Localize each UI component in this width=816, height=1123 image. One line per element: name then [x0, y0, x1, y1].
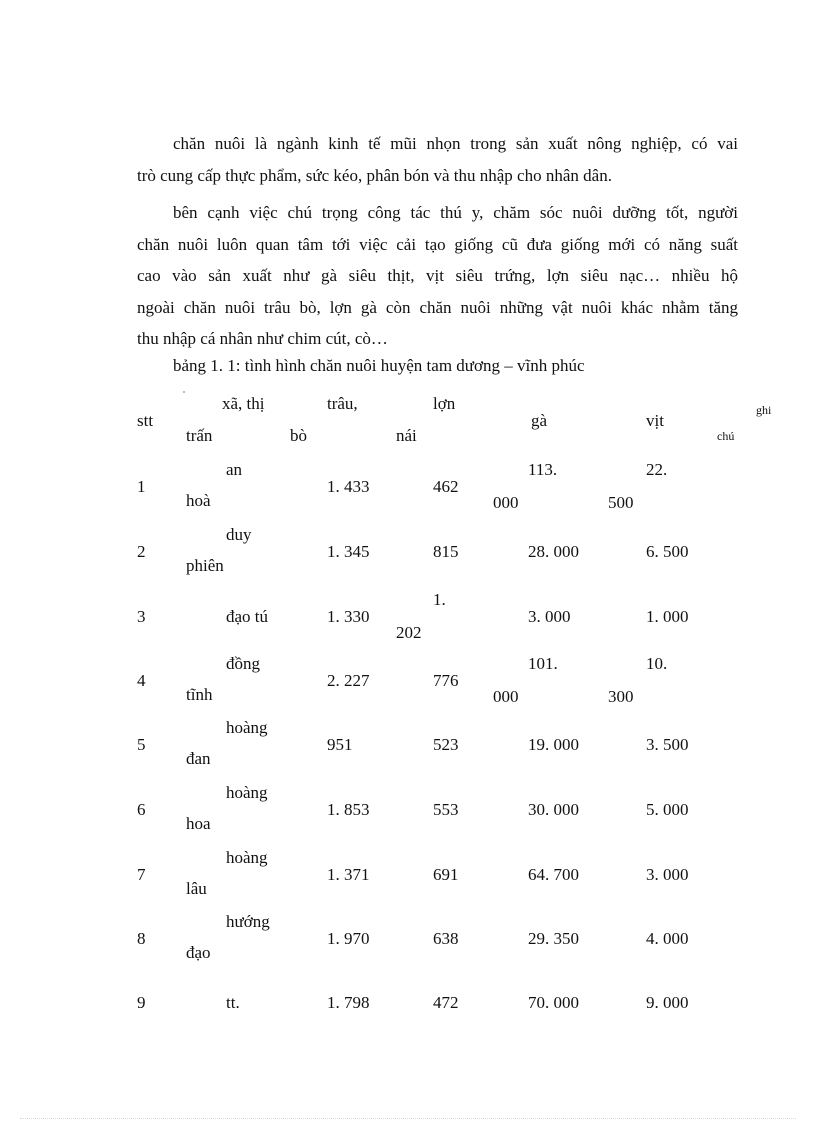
header-stt: stt — [137, 411, 154, 430]
cell-trau-bo: 1. 433 — [327, 477, 370, 496]
cell-xa-line1: duy — [226, 525, 252, 544]
cell-trau-bo: 1. 853 — [327, 800, 370, 819]
cell-stt: 7 — [137, 865, 146, 884]
paragraph-line: thu nhập cá nhân như chim cút, cò… — [137, 329, 388, 348]
header-xa-line1: xã, thị — [222, 394, 265, 413]
cell-ga-line2: 000 — [493, 493, 519, 512]
cell-vit: 10. — [646, 654, 668, 673]
cell-trau-bo: 1. 970 — [327, 929, 370, 948]
cell-trau-bo: 1. 330 — [327, 607, 370, 626]
header-ga: gà — [531, 411, 548, 430]
header-vit: vịt — [646, 411, 664, 430]
cell-lon-nai: 462 — [433, 477, 459, 496]
cell-stt: 3 — [137, 607, 146, 626]
table-caption: bảng 1. 1: tình hình chăn nuôi huyện tam dương – vĩnh phúc — [173, 356, 585, 375]
paragraph-line: bên cạnh việc chú trọng công tác thú y, chăm sóc nuôi dưỡng tốt, người — [173, 203, 738, 222]
cell-trau-bo: 1. 371 — [327, 865, 370, 884]
cell-ga: 101. — [528, 654, 558, 673]
cell-xa-line1: hoàng — [226, 783, 268, 802]
cell-lon-nai: 776 — [433, 671, 459, 690]
cell-stt: 2 — [137, 542, 146, 561]
header-lon-line1: lợn — [433, 394, 456, 413]
cell-ga: 70. 000 — [528, 993, 579, 1012]
cell-stt: 6 — [137, 800, 146, 819]
cell-vit: 6. 500 — [646, 542, 689, 561]
cell-ga: 28. 000 — [528, 542, 579, 561]
cell-xa-line2: lâu — [186, 879, 207, 898]
cell-vit-line2: 300 — [608, 687, 634, 706]
cell-stt: 5 — [137, 735, 146, 754]
cell-ga: 30. 000 — [528, 800, 579, 819]
page-bottom-border — [20, 1118, 796, 1119]
cell-stt: 4 — [137, 671, 146, 690]
cell-vit-line2: 500 — [608, 493, 634, 512]
header-trau-line2: bò — [290, 426, 307, 445]
header-xa-line2: trấn — [186, 426, 213, 445]
cell-xa-line2: đan — [186, 749, 211, 768]
paragraph-line: cao vào sản xuất như gà siêu thịt, vịt siêu trứng, lợn siêu nạc… nhiều hộ — [137, 266, 738, 285]
cell-trau-bo: 1. 345 — [327, 542, 370, 561]
cell-vit: 22. — [646, 460, 668, 479]
cell-xa-line2: hoà — [186, 491, 211, 510]
cell-lon-nai: 638 — [433, 929, 459, 948]
cell-xa-line1: đồng — [226, 654, 260, 673]
cell-xa-line1: hướng — [226, 912, 270, 931]
header-lon-line2: nái — [396, 426, 417, 445]
header-ghi: ghi — [756, 403, 772, 417]
cell-lon-nai-line2: 202 — [396, 623, 422, 642]
cell-vit: 5. 000 — [646, 800, 689, 819]
table-corner-mark — [183, 391, 185, 393]
header-trau-line1: trâu, — [327, 394, 358, 413]
paragraph-1 — [137, 128, 738, 191]
cell-ga: 3. 000 — [528, 607, 571, 626]
cell-lon-nai: 691 — [433, 865, 459, 884]
cell-vit: 3. 500 — [646, 735, 689, 754]
cell-ga-line2: 000 — [493, 687, 519, 706]
cell-trau-bo: 1. 798 — [327, 993, 370, 1012]
cell-lon-nai: 523 — [433, 735, 459, 754]
paragraph-line: trò cung cấp thực phẩm, sức kéo, phân bón và thu nhập cho nhân dân. — [137, 165, 612, 185]
cell-xa-line2: đạo — [186, 943, 211, 962]
cell-lon-nai: 553 — [433, 800, 459, 819]
cell-trau-bo: 951 — [327, 735, 353, 754]
cell-trau-bo: 2. 227 — [327, 671, 370, 690]
cell-xa-line2: hoa — [186, 814, 211, 833]
cell-vit: 3. 000 — [646, 865, 689, 884]
paragraph-line: ngoài chăn nuôi trâu bò, lợn gà còn chăn nuôi những vật nuôi khác nhằm tăng — [137, 297, 738, 317]
cell-lon-nai: 815 — [433, 542, 459, 561]
paragraph-2 — [137, 197, 738, 355]
header-chu: chú — [717, 429, 735, 443]
cell-xa-line2: tĩnh — [186, 685, 213, 704]
cell-ga: 29. 350 — [528, 929, 579, 948]
cell-lon-nai: 472 — [433, 993, 459, 1012]
cell-stt: 9 — [137, 993, 146, 1012]
cell-ga: 113. — [528, 460, 558, 479]
cell-xa-line1: đạo tú — [226, 607, 269, 626]
paragraph-line: chăn nuôi luôn quan tâm tới việc cải tạo giống cũ đưa giống mới có năng suất — [137, 234, 738, 254]
cell-stt: 1 — [137, 477, 146, 496]
cell-stt: 8 — [137, 929, 146, 948]
cell-xa-line1: tt. — [226, 993, 240, 1012]
cell-ga: 19. 000 — [528, 735, 579, 754]
cell-lon-nai: 1. — [433, 590, 446, 609]
cell-xa-line1: hoàng — [226, 718, 268, 737]
cell-xa-line2: phiên — [186, 556, 224, 575]
cell-ga: 64. 700 — [528, 865, 579, 884]
cell-vit: 1. 000 — [646, 607, 689, 626]
cell-vit: 4. 000 — [646, 929, 689, 948]
cell-vit: 9. 000 — [646, 993, 689, 1012]
paragraph-line: chăn nuôi là ngành kinh tế mũi nhọn trong sản xuất nông nghiệp, có vai — [173, 134, 738, 153]
cell-xa-line1: an — [226, 460, 243, 479]
cell-xa-line1: hoàng — [226, 848, 268, 867]
